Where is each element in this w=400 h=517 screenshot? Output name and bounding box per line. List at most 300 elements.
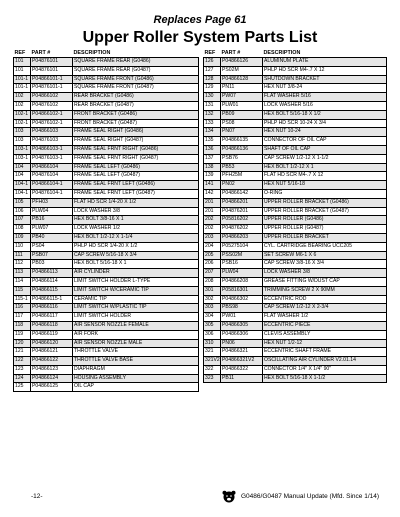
description-cell: HEX NUT 5/16-18	[263, 181, 387, 190]
part-number-cell: P04866142	[221, 189, 263, 198]
table-row	[204, 198, 387, 207]
table-row	[204, 357, 387, 366]
part-number-cell: P04866120	[31, 339, 73, 348]
description-cell: DIAPHRAGM	[73, 365, 199, 374]
description-cell: LIMIT SWITCH HOLDER L-TYPE	[73, 277, 199, 286]
table-row	[14, 66, 199, 75]
part-number-cell: PSS02M	[221, 251, 263, 260]
part-number-cell: PN02	[221, 181, 263, 190]
table-row	[204, 93, 387, 102]
ref-cell: 129	[204, 84, 221, 93]
table-row	[14, 84, 199, 93]
part-number-cell: P04876202	[221, 225, 263, 234]
ref-cell: 208	[204, 277, 221, 286]
part-number-cell: P04866119	[31, 330, 73, 339]
table-row	[204, 313, 387, 322]
ref-cell: 207	[204, 269, 221, 278]
part-number-cell: P04866102	[31, 93, 73, 102]
description-cell: UPPER ROLLER BRACKET (G0487)	[263, 207, 387, 216]
table-row	[204, 339, 387, 348]
part-number-cell: P04866104	[31, 163, 73, 172]
part-number-cell: P04866306	[221, 330, 263, 339]
description-cell: SQUARE FRAME REAR (G0487)	[73, 66, 199, 75]
description-cell: ECCENTRIC PIECE	[263, 321, 387, 330]
description-cell: CAP SCREW 1/2-12 X 1-1/2	[263, 154, 387, 163]
ref-cell: 204	[204, 242, 221, 251]
description-cell: GREASE FITTING W/DUST CAP	[263, 277, 387, 286]
table-row	[14, 277, 199, 286]
table-row	[204, 207, 387, 216]
part-number-cell: P04866103	[31, 128, 73, 137]
table-row	[204, 277, 387, 286]
table-row	[14, 75, 199, 84]
description-cell: HEX NUT 10-24	[263, 128, 387, 137]
ref-header: REF	[204, 50, 216, 56]
part-number-cell: P05816202	[221, 216, 263, 225]
part-number-cell: PN07	[221, 128, 263, 137]
ref-cell: 136	[204, 145, 221, 154]
ref-cell: 303	[204, 304, 221, 313]
table-row	[204, 216, 387, 225]
ref-cell: 137	[204, 154, 221, 163]
ref-cell: 102-1	[14, 110, 31, 119]
table-row	[204, 101, 387, 110]
description-cell: LIMIT SWITCH HOLDER	[73, 313, 199, 322]
table-row	[14, 357, 199, 366]
part-number-cell: PSB16	[221, 260, 263, 269]
table-row	[14, 189, 199, 198]
description-header: DESCRIPTION	[73, 50, 111, 56]
table-row	[204, 348, 387, 357]
ref-cell: 110	[14, 242, 31, 251]
table-row	[204, 128, 387, 137]
table-row	[204, 225, 387, 234]
table-row	[204, 321, 387, 330]
table-row	[204, 251, 387, 260]
description-cell: TRIMMING SCREW 2 X 90MM	[263, 286, 387, 295]
description-cell: HEX BOLT 1/2-12 X 1	[263, 163, 387, 172]
ref-cell: 101-1	[14, 84, 31, 93]
part-number-cell: P04866135	[221, 137, 263, 146]
description-cell: FRAME SEAL RIGHT (G0486)	[73, 128, 199, 137]
description-cell: CONNECTOR OF OIL CAP	[263, 137, 387, 146]
part-number-cell: PN06	[221, 339, 263, 348]
table-row	[204, 330, 387, 339]
ref-cell: 323	[204, 374, 221, 383]
table-row	[14, 137, 199, 146]
ref-cell: 202	[204, 216, 221, 225]
table-row	[14, 242, 199, 251]
table-row	[14, 110, 199, 119]
table-row	[14, 128, 199, 137]
table-row	[204, 137, 387, 146]
part-number-cell: P04866124	[31, 374, 73, 383]
part-number-cell: PB03	[31, 260, 73, 269]
description-cell: SET SCREW M6-1 X 6	[263, 251, 387, 260]
ref-cell: 133	[204, 119, 221, 128]
ref-cell: 138	[204, 163, 221, 172]
description-cell: FLAT WASHER 1/2	[263, 313, 387, 322]
part-number-cell: P04876101	[31, 58, 73, 67]
table-row	[14, 58, 199, 67]
table-row	[204, 374, 387, 383]
description-cell: REAR BRACKET (G0487)	[73, 101, 199, 110]
description-cell: HEX BOLT 5/16-18 X 1-1/2	[263, 374, 387, 383]
ref-cell: 134	[204, 128, 221, 137]
part-number-cell: P04866103-1	[31, 145, 73, 154]
part-number-cell: P04866201	[221, 198, 263, 207]
part-number-cell: P04866102-1	[31, 110, 73, 119]
ref-cell: 128	[204, 75, 221, 84]
description-cell: FRAME SEAL LEFT (G0487)	[73, 172, 199, 181]
part-number-cell: P04866203	[221, 233, 263, 242]
part-number-cell: P04876104	[31, 172, 73, 181]
ref-cell: 104-1	[14, 181, 31, 190]
table-row	[204, 58, 387, 67]
part-header: PART #	[31, 50, 51, 56]
description-cell: FRONT BRACKET (G0487)	[73, 119, 199, 128]
part-number-cell: PS08	[221, 119, 263, 128]
description-cell: CONNECTOR 1/4" X 1/4" 90"	[263, 365, 387, 374]
description-cell: LOCK WASHER 1/2	[73, 225, 199, 234]
table-row	[14, 198, 199, 207]
ref-cell: 304	[204, 313, 221, 322]
table-row	[204, 365, 387, 374]
table-row	[14, 321, 199, 330]
table-row	[204, 242, 387, 251]
table-row	[204, 304, 387, 313]
description-cell: LIMIT SWITCH W/CERAMIC TIP	[73, 286, 199, 295]
ref-cell: 302	[204, 295, 221, 304]
ref-cell: 306	[204, 330, 221, 339]
ref-cell: 108	[14, 225, 31, 234]
description-cell: ECCENTRIC SHAFT FRAME	[263, 348, 387, 357]
part-number-cell: PS02M	[221, 66, 263, 75]
description-cell: AIR FORK	[73, 330, 199, 339]
ref-cell: 310	[204, 339, 221, 348]
description-cell: HEX BOLT 5/16-18 X 1/2	[263, 110, 387, 119]
ref-cell: 119	[14, 330, 31, 339]
description-cell: UPPER ROLLER (G0487)	[263, 225, 387, 234]
table-row	[14, 225, 199, 234]
ref-cell: 202	[204, 225, 221, 234]
description-cell: FRAME SEAL FRNT LEFT (G0486)	[73, 181, 199, 190]
part-number-cell: PB53	[221, 163, 263, 172]
description-cell: LOCK WASHER 5/16	[263, 101, 387, 110]
table-row	[204, 181, 387, 190]
description-cell: ALUMINUM PLATE	[263, 58, 387, 67]
ref-cell: 116	[14, 304, 31, 313]
ref-cell: 122	[14, 357, 31, 366]
ref-cell: 205	[204, 251, 221, 260]
part-number-cell: P04876103-1	[31, 154, 73, 163]
description-cell: PHLP HD SCR 10-24 X 3/4	[263, 119, 387, 128]
description-cell: AIR SENSOR NOZZLE MALE	[73, 339, 199, 348]
part-number-cell: P04866321	[221, 348, 263, 357]
table-row	[14, 304, 199, 313]
description-cell: CAP SCREW 1/2-12 X 2-3/4	[263, 304, 387, 313]
ref-cell: 126	[204, 58, 221, 67]
description-cell: SQUARE FRAME REAR (G0486)	[73, 58, 199, 67]
table-row	[204, 110, 387, 119]
table-row	[204, 269, 387, 278]
description-cell: CYL. CARTRIDGE BEARING UCC205	[263, 242, 387, 251]
table-row	[204, 163, 387, 172]
part-number-cell: P04876103	[31, 137, 73, 146]
part-number-cell: PB40	[31, 233, 73, 242]
table-row	[14, 216, 199, 225]
part-number-cell: P04866115	[31, 286, 73, 295]
description-cell: LOCK WASHER 3/8	[263, 269, 387, 278]
table-header-row	[14, 50, 199, 58]
description-cell: AIR SENSOR NOZZLE FEMALE	[73, 321, 199, 330]
part-number-cell: P04866302	[221, 295, 263, 304]
table-row	[14, 295, 199, 304]
ref-cell: 101	[14, 66, 31, 75]
table-row	[204, 154, 387, 163]
ref-cell: 321V2	[204, 357, 221, 366]
ref-cell: 103-1	[14, 154, 31, 163]
part-number-cell: P04866123	[31, 365, 73, 374]
ref-cell: 103	[14, 137, 31, 146]
table-row	[14, 260, 199, 269]
description-cell: FRAME SEAL LEFT (G0486)	[73, 163, 199, 172]
ref-cell: 121	[14, 348, 31, 357]
description-cell: SQUARE FRAME FRONT (G0487)	[73, 84, 199, 93]
part-number-cell: PW07	[221, 93, 263, 102]
ref-cell: 111	[14, 251, 31, 260]
table-row	[14, 93, 199, 102]
table-row	[14, 330, 199, 339]
description-cell: HEX BOLT 3/8-16 X 1	[73, 216, 199, 225]
table-row	[14, 154, 199, 163]
replaces-note: Replaces Page 61	[153, 14, 247, 26]
ref-cell: 139	[204, 172, 221, 181]
ref-cell: 101	[14, 58, 31, 67]
ref-cell: 103-1	[14, 145, 31, 154]
description-cell: HOUSING ASSEMBLY	[73, 374, 199, 383]
part-number-cell: P04866305	[221, 321, 263, 330]
table-row	[204, 286, 387, 295]
table-row	[14, 339, 199, 348]
ref-cell: 104-1	[14, 189, 31, 198]
description-header: DESCRIPTION	[263, 50, 301, 56]
ref-cell: 321	[204, 348, 221, 357]
description-cell: SQUARE FRAME FRONT (G0486)	[73, 75, 199, 84]
description-cell: HEX NUT 3/8-24	[263, 84, 387, 93]
ref-cell: 142	[204, 189, 221, 198]
page-number: -12-	[31, 493, 43, 500]
table-row	[14, 251, 199, 260]
part-number-cell: P04866128	[221, 75, 263, 84]
part-number-cell: P04866125	[31, 383, 73, 392]
description-cell: OSCILLATING AIR CYLINDER V2.01.14	[263, 357, 387, 366]
table-row	[204, 295, 387, 304]
description-cell: FLAT WASHER 5/16	[263, 93, 387, 102]
part-number-cell: PLW04	[31, 207, 73, 216]
description-cell: UPPER ROLLER BRACKET (G0486)	[263, 198, 387, 207]
table-row	[14, 101, 199, 110]
part-number-cell: P05816301	[221, 286, 263, 295]
ref-cell: 132	[204, 110, 221, 119]
description-cell: FRAME SEAL FRNT RIGHT (G0486)	[73, 145, 199, 154]
description-cell: UPPER ROLLER (G0486)	[263, 216, 387, 225]
description-cell: CERAMIC TIP	[73, 295, 199, 304]
part-number-cell: PSB07	[31, 251, 73, 260]
parts-table-right	[203, 50, 387, 383]
description-cell: HEX BOLT 5/16-18 X 1	[73, 260, 199, 269]
description-cell: THROTTLE VALVE BASE	[73, 357, 199, 366]
part-number-cell: P04866322	[221, 365, 263, 374]
table-row	[14, 181, 199, 190]
part-number-cell: PSB76	[221, 154, 263, 163]
description-cell: CAP SCREW 5/16-18 X 3/4	[73, 251, 199, 260]
part-number-cell: P04876102-1	[31, 119, 73, 128]
ref-cell: 203	[204, 233, 221, 242]
description-cell: HEX NUT 1/2-12	[263, 339, 387, 348]
part-number-cell: P04866136	[221, 145, 263, 154]
description-cell: FLAT HD SCR 1/4-20 X 1/2	[73, 198, 199, 207]
part-number-cell: P04876102	[31, 101, 73, 110]
description-cell: UPPER ROLLER BRACKET	[263, 233, 387, 242]
table-row	[204, 233, 387, 242]
part-number-cell: PB11	[221, 374, 263, 383]
page-title: Upper Roller System Parts List	[82, 29, 318, 46]
table-row	[14, 348, 199, 357]
ref-cell: 206	[204, 260, 221, 269]
part-number-cell: PBS98	[221, 304, 263, 313]
part-number-cell: P04866126	[221, 58, 263, 67]
description-cell: REAR BRACKET (G0486)	[73, 93, 199, 102]
table-row	[204, 189, 387, 198]
ref-cell: 131	[204, 101, 221, 110]
description-cell: SHAFT OF OIL CAP	[263, 145, 387, 154]
ref-cell: 115-1	[14, 295, 31, 304]
description-cell: FLAT HD SCR M4-.7 X 12	[263, 172, 387, 181]
description-cell: ECCENTRIC ROD	[263, 295, 387, 304]
ref-cell: 102	[14, 101, 31, 110]
ref-cell: 102-1	[14, 119, 31, 128]
part-number-cell: P04866116	[31, 304, 73, 313]
ref-cell: 125	[14, 383, 31, 392]
description-cell: PHLP HD SCR M4-.7 X 12	[263, 66, 387, 75]
part-number-cell: P04876101-1	[31, 84, 73, 93]
part-number-cell: PS04	[31, 242, 73, 251]
part-number-cell: PLW04	[221, 269, 263, 278]
part-number-cell: P05275104	[221, 242, 263, 251]
part-number-cell: P04876101	[31, 66, 73, 75]
description-cell: HEX BOLT 1/2-12 X 1-1/4	[73, 233, 199, 242]
ref-cell: 123	[14, 365, 31, 374]
table-row	[14, 172, 199, 181]
part-number-cell: P04866113	[31, 269, 73, 278]
ref-cell: 201	[204, 207, 221, 216]
ref-cell: 141	[204, 181, 221, 190]
part-number-cell: PFH03	[31, 198, 73, 207]
part-number-cell: P04876201	[221, 207, 263, 216]
ref-cell: 117	[14, 313, 31, 322]
table-row	[14, 365, 199, 374]
ref-cell: 107	[14, 216, 31, 225]
table-row	[204, 119, 387, 128]
ref-cell: 105	[14, 198, 31, 207]
table-row	[204, 75, 387, 84]
part-number-cell: P04866121	[31, 348, 73, 357]
ref-cell: 322	[204, 365, 221, 374]
part-number-cell: P04866321V2	[221, 357, 263, 366]
ref-cell: 104	[14, 172, 31, 181]
part-number-cell: PN11	[221, 84, 263, 93]
description-cell: FRONT BRACKET (G0486)	[73, 110, 199, 119]
table-row	[14, 374, 199, 383]
ref-cell: 301	[204, 286, 221, 295]
ref-cell: 102	[14, 93, 31, 102]
ref-cell: 118	[14, 321, 31, 330]
description-cell: THROTTLE VALVE	[73, 348, 199, 357]
ref-cell: 130	[204, 93, 221, 102]
description-cell: CLEVIS ASSEMBLY	[263, 330, 387, 339]
grizzly-bear-icon	[221, 490, 237, 503]
ref-cell: 103	[14, 128, 31, 137]
part-number-cell: PB16	[31, 216, 73, 225]
description-cell: SHUTDOWN BRACKET	[263, 75, 387, 84]
description-cell: FRAME SEAL RIGHT (G0487)	[73, 137, 199, 146]
ref-cell: 201	[204, 198, 221, 207]
description-cell: LOCK WASHER 3/8	[73, 207, 199, 216]
description-cell: LIMIT SWITCH W/PLASTIC TIP	[73, 304, 199, 313]
table-row	[14, 145, 199, 154]
part-number-cell: P04866115-1	[31, 295, 73, 304]
part-header: PART #	[221, 50, 241, 56]
description-cell: FRAME SEAL FRNT RIGHT (G0487)	[73, 154, 199, 163]
ref-cell: 106	[14, 207, 31, 216]
ref-cell: 114	[14, 277, 31, 286]
ref-header: REF	[14, 50, 26, 56]
description-cell: O-RING	[263, 189, 387, 198]
part-number-cell: P04866104-1	[31, 181, 73, 190]
table-row	[14, 207, 199, 216]
ref-cell: 120	[14, 339, 31, 348]
table-row	[14, 269, 199, 278]
part-number-cell: P04866114	[31, 277, 73, 286]
table-row	[204, 66, 387, 75]
ref-cell: 127	[204, 66, 221, 75]
table-row	[14, 313, 199, 322]
ref-cell: 115	[14, 286, 31, 295]
ref-cell: 113	[14, 269, 31, 278]
table-row	[14, 383, 199, 392]
manual-title: G0486/G0487 Manual Update (Mfd. Since 1/14)	[241, 493, 380, 500]
table-row	[14, 163, 199, 172]
part-number-cell: PLW01	[221, 101, 263, 110]
table-row	[204, 84, 387, 93]
part-number-cell: P04866101-1	[31, 75, 73, 84]
table-row	[14, 233, 199, 242]
table-header-row	[204, 50, 387, 58]
table-row	[204, 172, 387, 181]
ref-cell: 109	[14, 233, 31, 242]
description-cell: FRAME SEAL FRNT LEFT (G0487)	[73, 189, 199, 198]
table-row	[204, 145, 387, 154]
ref-cell: 112	[14, 260, 31, 269]
part-number-cell: PW01	[221, 313, 263, 322]
ref-cell: 101-1	[14, 75, 31, 84]
table-row	[14, 286, 199, 295]
part-number-cell: P04866117	[31, 313, 73, 322]
ref-cell: 135	[204, 137, 221, 146]
part-number-cell: P04876104-1	[31, 189, 73, 198]
description-cell: CAP SCREW 3/8-16 X 3/4	[263, 260, 387, 269]
